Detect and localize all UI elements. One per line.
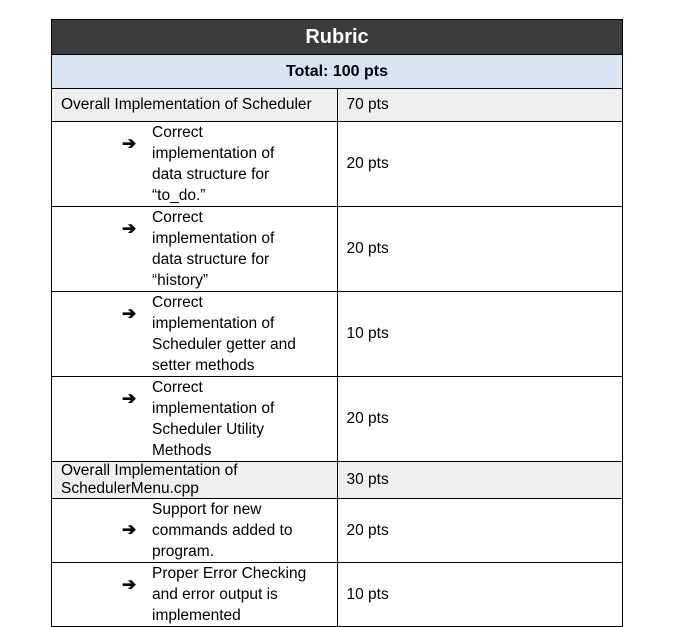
table-row xyxy=(52,292,623,377)
arrow-icon: ➔ xyxy=(122,389,137,408)
section-label: Overall Implementation of Scheduler xyxy=(52,89,338,122)
arrow-icon: ➔ xyxy=(122,304,137,323)
table-row xyxy=(52,207,623,292)
section-row-scheduler xyxy=(52,89,623,122)
item-text: Correct implementation of Scheduler getter and setter methods xyxy=(152,294,296,374)
table-row xyxy=(52,499,623,563)
item-points: 10 pts xyxy=(337,563,623,627)
section-row-scheduler-menu xyxy=(52,462,623,499)
item-points: 20 pts xyxy=(337,207,623,292)
arrow-icon: ➔ xyxy=(122,219,137,238)
table-row xyxy=(52,377,623,462)
item-points: 20 pts xyxy=(337,377,623,462)
section-points: 70 pts xyxy=(337,89,623,122)
item-text: Correct implementation of data structure for “history” xyxy=(152,209,275,289)
title-row xyxy=(52,20,623,55)
total-row xyxy=(52,55,623,89)
item-points: 20 pts xyxy=(337,122,623,207)
item-points: 10 pts xyxy=(337,292,623,377)
item-text: Support for new commands added to program. xyxy=(152,501,293,560)
rubric-title: Rubric xyxy=(52,20,623,55)
item-text: Correct implementation of data structure for “to_do.” xyxy=(152,124,275,204)
section-label: Overall Implementation of SchedulerMenu.cpp xyxy=(52,462,338,499)
table-row xyxy=(52,122,623,207)
rubric-table xyxy=(51,19,623,627)
arrow-icon: ➔ xyxy=(122,519,137,539)
item-text: Proper Error Checking and error output is implemented xyxy=(152,565,307,624)
rubric-total: Total: 100 pts xyxy=(52,55,623,89)
item-text: Correct implementation of Scheduler Utility Methods xyxy=(152,379,275,459)
item-points: 20 pts xyxy=(337,499,623,563)
arrow-icon: ➔ xyxy=(122,134,137,153)
table-row xyxy=(52,563,623,627)
section-points: 30 pts xyxy=(337,462,623,499)
arrow-icon: ➔ xyxy=(122,575,137,594)
